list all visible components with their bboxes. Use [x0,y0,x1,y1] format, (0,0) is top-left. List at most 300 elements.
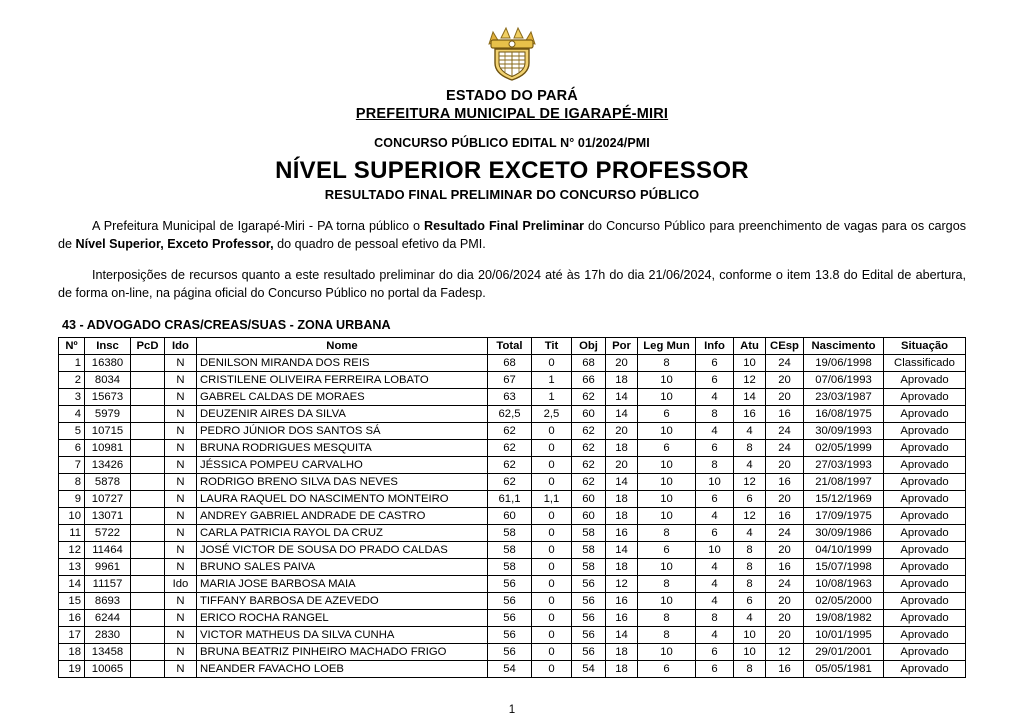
cell-pcd [131,440,165,457]
cell-portugues: 14 [606,542,638,559]
cell-numero: 16 [59,610,85,627]
cell-total: 63 [488,389,532,406]
table-row [59,644,966,661]
cell-conhec-esp: 16 [766,474,804,491]
cell-leg-mun: 10 [638,593,696,610]
cell-conhec-esp: 20 [766,457,804,474]
cell-conhec-esp: 12 [766,644,804,661]
cell-nascimento: 30/09/1993 [804,423,884,440]
cell-numero: 12 [59,542,85,559]
cell-pcd [131,508,165,525]
cell-objetiva: 58 [572,525,606,542]
cell-atualidades: 4 [734,457,766,474]
cell-numero: 4 [59,406,85,423]
table-row [59,355,966,372]
cell-informatica: 4 [696,559,734,576]
cell-leg-mun: 6 [638,542,696,559]
cell-atualidades: 14 [734,389,766,406]
cell-idoso: N [165,423,197,440]
col-portugues: Por [606,338,638,355]
cell-objetiva: 66 [572,372,606,389]
cell-nascimento: 10/01/1995 [804,627,884,644]
cell-nome: DENILSON MIRANDA DOS REIS [197,355,488,372]
cell-titulos: 0 [532,627,572,644]
cell-conhec-esp: 20 [766,627,804,644]
cell-portugues: 12 [606,576,638,593]
cell-informatica: 8 [696,406,734,423]
cell-pcd [131,423,165,440]
cell-conhec-esp: 24 [766,440,804,457]
cell-objetiva: 58 [572,542,606,559]
cell-nascimento: 15/07/1998 [804,559,884,576]
cell-objetiva: 62 [572,423,606,440]
cell-portugues: 20 [606,423,638,440]
cell-objetiva: 60 [572,508,606,525]
cell-atualidades: 12 [734,372,766,389]
cell-nome: TIFFANY BARBOSA DE AZEVEDO [197,593,488,610]
cell-idoso: N [165,372,197,389]
cell-situacao: Aprovado [884,661,966,678]
cell-leg-mun: 10 [638,491,696,508]
cell-nascimento: 23/03/1987 [804,389,884,406]
city-hall-name: PREFEITURA MUNICIPAL DE IGARAPÉ-MIRI [355,105,669,122]
cell-numero: 5 [59,423,85,440]
cell-portugues: 14 [606,474,638,491]
cell-numero: 15 [59,593,85,610]
cell-portugues: 16 [606,610,638,627]
cell-leg-mun: 10 [638,559,696,576]
document-header [58,88,966,203]
cell-conhec-esp: 20 [766,389,804,406]
table-row [59,440,966,457]
col-pcd: PcD [131,338,165,355]
cell-titulos: 0 [532,474,572,491]
cell-pcd [131,559,165,576]
cell-idoso: N [165,355,197,372]
intro-text-1: A Prefeitura Municipal de Igarapé-Miri - PA torna público o [92,218,425,233]
cell-objetiva: 62 [572,474,606,491]
table-row [59,542,966,559]
cell-informatica: 4 [696,593,734,610]
cell-numero: 1 [59,355,85,372]
cell-portugues: 20 [606,457,638,474]
cell-nome: CARLA PATRICIA RAYOL DA CRUZ [197,525,488,542]
cell-conhec-esp: 24 [766,525,804,542]
cell-inscricao: 5979 [85,406,131,423]
cell-total: 61,1 [488,491,532,508]
cell-pcd [131,576,165,593]
cell-leg-mun: 6 [638,406,696,423]
col-conhec-esp: CEsp [766,338,804,355]
cell-titulos: 1 [532,389,572,406]
cell-inscricao: 6244 [85,610,131,627]
cell-total: 56 [488,593,532,610]
cell-inscricao: 15673 [85,389,131,406]
cell-inscricao: 2830 [85,627,131,644]
cell-nascimento: 30/09/1986 [804,525,884,542]
cell-atualidades: 8 [734,542,766,559]
cell-portugues: 16 [606,593,638,610]
cell-titulos: 0 [532,661,572,678]
appeal-paragraph: Interposições de recursos quanto a este resultado preliminar do dia 20/06/2024 até às 17h do dia 21/06/2024, conforme o item 13.8 do Edital de abertura, de forma on-line, na página oficial do Concurso Público no portal da Fadesp. [58,267,966,301]
cell-inscricao: 10981 [85,440,131,457]
table-row [59,423,966,440]
table-header [59,338,966,355]
cell-pcd [131,661,165,678]
cell-objetiva: 68 [572,355,606,372]
cell-inscricao: 9961 [85,559,131,576]
cell-situacao: Aprovado [884,542,966,559]
cell-leg-mun: 10 [638,372,696,389]
col-numero: Nº [59,338,85,355]
cell-situacao: Aprovado [884,372,966,389]
cell-pcd [131,406,165,423]
cell-leg-mun: 6 [638,661,696,678]
cell-informatica: 6 [696,661,734,678]
cell-conhec-esp: 20 [766,593,804,610]
cell-total: 56 [488,627,532,644]
cell-pcd [131,355,165,372]
intro-bold-2: Nível Superior, Exceto Professor, [75,237,274,251]
cell-idoso: N [165,474,197,491]
cell-pcd [131,491,165,508]
cell-numero: 8 [59,474,85,491]
cell-leg-mun: 8 [638,576,696,593]
cell-informatica: 8 [696,610,734,627]
col-informatica: Info [696,338,734,355]
cell-nome: BRUNA RODRIGUES MESQUITA [197,440,488,457]
cell-situacao: Aprovado [884,627,966,644]
cell-atualidades: 10 [734,627,766,644]
cell-idoso: N [165,542,197,559]
cell-atualidades: 4 [734,610,766,627]
cell-situacao: Aprovado [884,525,966,542]
cell-conhec-esp: 16 [766,508,804,525]
cell-nome: CRISTILENE OLIVEIRA FERREIRA LOBATO [197,372,488,389]
cell-total: 56 [488,644,532,661]
page-title: NÍVEL SUPERIOR EXCETO PROFESSOR [275,156,749,184]
cell-atualidades: 4 [734,423,766,440]
cell-titulos: 0 [532,593,572,610]
intro-bold-1: Resultado Final Preliminar [424,218,584,233]
cell-nascimento: 16/08/1975 [804,406,884,423]
cell-leg-mun: 10 [638,389,696,406]
cell-nome: DEUZENIR AIRES DA SILVA [197,406,488,423]
cell-situacao: Classificado [884,355,966,372]
cell-titulos: 0 [532,542,572,559]
cell-titulos: 0 [532,559,572,576]
edital-reference: CONCURSO PÚBLICO EDITAL N° 01/2024/PMI [374,136,650,151]
cell-portugues: 16 [606,525,638,542]
cell-total: 58 [488,559,532,576]
cell-atualidades: 16 [734,406,766,423]
position-title: 43 - ADVOGADO CRAS/CREAS/SUAS - ZONA URBANA [62,318,391,333]
cell-nascimento: 04/10/1999 [804,542,884,559]
coat-of-arms-icon [479,22,545,82]
cell-objetiva: 58 [572,559,606,576]
cell-titulos: 2,5 [532,406,572,423]
cell-leg-mun: 8 [638,525,696,542]
cell-situacao: Aprovado [884,389,966,406]
col-situacao: Situação [884,338,966,355]
cell-titulos: 1 [532,372,572,389]
cell-informatica: 4 [696,627,734,644]
table-row [59,406,966,423]
table-body [59,355,966,678]
page-subtitle: RESULTADO FINAL PRELIMINAR DO CONCURSO PÚBLICO [324,186,700,202]
cell-idoso: N [165,661,197,678]
cell-situacao: Aprovado [884,457,966,474]
cell-nome: MARIA JOSE BARBOSA MAIA [197,576,488,593]
cell-numero: 10 [59,508,85,525]
cell-pcd [131,627,165,644]
cell-informatica: 4 [696,389,734,406]
cell-nome: BRUNO SALES PAIVA [197,559,488,576]
cell-titulos: 0 [532,440,572,457]
cell-portugues: 18 [606,661,638,678]
cell-informatica: 4 [696,423,734,440]
cell-idoso: N [165,610,197,627]
cell-informatica: 6 [696,355,734,372]
cell-objetiva: 56 [572,610,606,627]
cell-nascimento: 19/08/1982 [804,610,884,627]
table-row [59,559,966,576]
cell-inscricao: 11157 [85,576,131,593]
cell-titulos: 0 [532,508,572,525]
cell-nascimento: 02/05/1999 [804,440,884,457]
table-row [59,491,966,508]
cell-total: 68 [488,355,532,372]
table-row [59,610,966,627]
cell-total: 58 [488,525,532,542]
cell-inscricao: 10065 [85,661,131,678]
cell-idoso: N [165,559,197,576]
cell-informatica: 6 [696,644,734,661]
cell-portugues: 14 [606,389,638,406]
cell-idoso: N [165,525,197,542]
table-row [59,593,966,610]
col-total: Total [488,338,532,355]
cell-informatica: 4 [696,576,734,593]
cell-inscricao: 8693 [85,593,131,610]
cell-inscricao: 13458 [85,644,131,661]
cell-total: 62,5 [488,406,532,423]
cell-portugues: 14 [606,627,638,644]
cell-pcd [131,525,165,542]
cell-portugues: 18 [606,440,638,457]
cell-leg-mun: 6 [638,440,696,457]
cell-inscricao: 10727 [85,491,131,508]
cell-atualidades: 6 [734,491,766,508]
page-number: 1 [508,704,516,716]
cell-atualidades: 8 [734,576,766,593]
cell-titulos: 0 [532,610,572,627]
cell-numero: 3 [59,389,85,406]
cell-idoso: N [165,593,197,610]
col-idoso: Ido [165,338,197,355]
cell-portugues: 18 [606,491,638,508]
cell-titulos: 0 [532,355,572,372]
cell-pcd [131,610,165,627]
cell-atualidades: 8 [734,661,766,678]
cell-nome: VICTOR MATHEUS DA SILVA CUNHA [197,627,488,644]
cell-situacao: Aprovado [884,491,966,508]
intro-paragraph [58,217,966,254]
cell-idoso: N [165,644,197,661]
cell-titulos: 0 [532,576,572,593]
col-titulos: Tit [532,338,572,355]
cell-nascimento: 29/01/2001 [804,644,884,661]
results-table [58,337,966,678]
cell-portugues: 18 [606,372,638,389]
cell-conhec-esp: 20 [766,372,804,389]
cell-nome: RODRIGO BRENO SILVA DAS NEVES [197,474,488,491]
cell-leg-mun: 8 [638,610,696,627]
cell-leg-mun: 8 [638,355,696,372]
cell-nome: GABREL CALDAS DE MORAES [197,389,488,406]
cell-nascimento: 21/08/1997 [804,474,884,491]
table-row [59,474,966,491]
cell-informatica: 6 [696,440,734,457]
table-row [59,457,966,474]
cell-idoso: N [165,457,197,474]
cell-conhec-esp: 24 [766,355,804,372]
table-row [59,525,966,542]
col-nascimento: Nascimento [804,338,884,355]
cell-inscricao: 5722 [85,525,131,542]
cell-conhec-esp: 20 [766,542,804,559]
cell-situacao: Aprovado [884,644,966,661]
cell-inscricao: 13071 [85,508,131,525]
col-leg-mun: Leg Mun [638,338,696,355]
col-inscricao: Insc [85,338,131,355]
cell-nome: ANDREY GABRIEL ANDRADE DE CASTRO [197,508,488,525]
state-name: ESTADO DO PARÁ [446,88,578,104]
cell-inscricao: 10715 [85,423,131,440]
cell-idoso: N [165,491,197,508]
cell-total: 60 [488,508,532,525]
cell-numero: 6 [59,440,85,457]
cell-pcd [131,593,165,610]
cell-objetiva: 56 [572,644,606,661]
table-row [59,661,966,678]
cell-numero: 9 [59,491,85,508]
cell-nascimento: 05/05/1981 [804,661,884,678]
cell-inscricao: 11464 [85,542,131,559]
cell-inscricao: 8034 [85,372,131,389]
cell-leg-mun: 10 [638,457,696,474]
cell-informatica: 10 [696,474,734,491]
cell-inscricao: 5878 [85,474,131,491]
col-objetiva: Obj [572,338,606,355]
cell-nome: LAURA RAQUEL DO NASCIMENTO MONTEIRO [197,491,488,508]
cell-inscricao: 13426 [85,457,131,474]
cell-idoso: N [165,508,197,525]
cell-idoso: Ido [165,576,197,593]
cell-leg-mun: 10 [638,644,696,661]
cell-leg-mun: 10 [638,423,696,440]
cell-numero: 18 [59,644,85,661]
cell-nome: JÉSSICA POMPEU CARVALHO [197,457,488,474]
cell-numero: 7 [59,457,85,474]
cell-conhec-esp: 20 [766,610,804,627]
cell-idoso: N [165,627,197,644]
cell-atualidades: 12 [734,474,766,491]
cell-situacao: Aprovado [884,576,966,593]
cell-total: 56 [488,576,532,593]
cell-portugues: 18 [606,559,638,576]
cell-idoso: N [165,440,197,457]
cell-pcd [131,457,165,474]
cell-pcd [131,542,165,559]
cell-numero: 19 [59,661,85,678]
cell-informatica: 8 [696,457,734,474]
cell-total: 54 [488,661,532,678]
cell-situacao: Aprovado [884,423,966,440]
cell-total: 62 [488,457,532,474]
cell-titulos: 0 [532,423,572,440]
col-nome: Nome [197,338,488,355]
cell-objetiva: 56 [572,593,606,610]
cell-situacao: Aprovado [884,610,966,627]
cell-nome: BRUNA BEATRIZ PINHEIRO MACHADO FRIGO [197,644,488,661]
cell-objetiva: 56 [572,627,606,644]
cell-nascimento: 10/08/1963 [804,576,884,593]
col-atualidades: Atu [734,338,766,355]
cell-atualidades: 4 [734,525,766,542]
cell-pcd [131,474,165,491]
cell-situacao: Aprovado [884,406,966,423]
cell-conhec-esp: 20 [766,491,804,508]
cell-conhec-esp: 16 [766,559,804,576]
cell-numero: 11 [59,525,85,542]
cell-portugues: 18 [606,644,638,661]
cell-total: 62 [488,440,532,457]
cell-informatica: 6 [696,491,734,508]
cell-atualidades: 8 [734,559,766,576]
cell-situacao: Aprovado [884,508,966,525]
cell-nascimento: 17/09/1975 [804,508,884,525]
cell-atualidades: 12 [734,508,766,525]
cell-atualidades: 8 [734,440,766,457]
cell-leg-mun: 10 [638,508,696,525]
cell-idoso: N [165,389,197,406]
cell-inscricao: 16380 [85,355,131,372]
cell-titulos: 0 [532,525,572,542]
cell-idoso: N [165,406,197,423]
cell-pcd [131,372,165,389]
cell-pcd [131,389,165,406]
cell-leg-mun: 10 [638,474,696,491]
cell-numero: 2 [59,372,85,389]
cell-portugues: 14 [606,406,638,423]
cell-situacao: Aprovado [884,440,966,457]
cell-conhec-esp: 24 [766,576,804,593]
cell-informatica: 10 [696,542,734,559]
cell-pcd [131,644,165,661]
cell-conhec-esp: 16 [766,661,804,678]
cell-conhec-esp: 24 [766,423,804,440]
cell-nome: JOSÉ VICTOR DE SOUSA DO PRADO CALDAS [197,542,488,559]
cell-objetiva: 62 [572,389,606,406]
intro-text-3: do quadro de pessoal efetivo da PMI. [273,237,486,251]
cell-portugues: 18 [606,508,638,525]
cell-atualidades: 10 [734,644,766,661]
cell-informatica: 6 [696,372,734,389]
cell-nome: PEDRO JÚNIOR DOS SANTOS SÁ [197,423,488,440]
cell-nascimento: 27/03/1993 [804,457,884,474]
table-row [59,372,966,389]
